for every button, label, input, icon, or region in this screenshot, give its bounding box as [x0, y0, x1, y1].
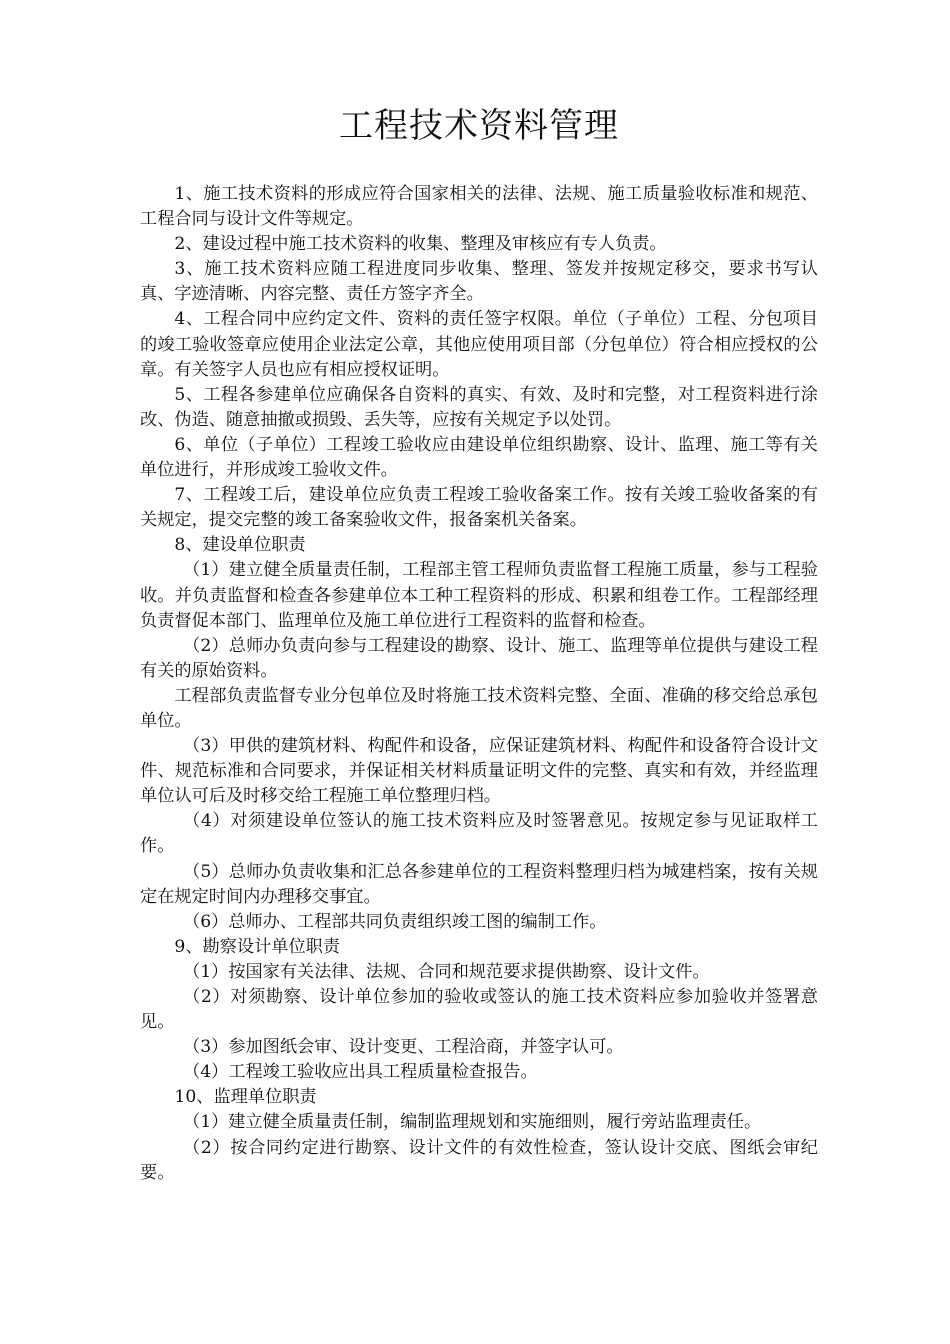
paragraph-2: 2、建设过程中施工技术资料的收集、整理及审核应有专人负责。	[174, 234, 667, 255]
item-8-6: （6）总师办、工程部共同负责组织竣工图的编制工作。	[183, 911, 607, 932]
item-8-5: （5）总师办负责收集和汇总各参建单位的工程资料整理归档为城建档案，按有关规定在规定时间内办理移交事宜。	[140, 861, 818, 907]
item-9-2: （2）对须勘察、设计单位参加的验收或签认的施工技术资料应参加验收并签署意见。	[140, 987, 818, 1033]
section-heading-9: 9、勘察设计单位职责	[174, 936, 341, 957]
item-10-1: （1）建立健全质量责任制，编制监理规划和实施细则，履行旁站监理责任。	[183, 1112, 762, 1133]
paragraph-3: 3、施工技术资料应随工程进度同步收集、整理、签发并按规定移交，要求书写认真、字迹清晰、内容完整、责任方签字齐全。	[140, 259, 818, 305]
paragraph-7: 7、工程竣工后，建设单位应负责工程竣工验收备案工作。按有关竣工验收备案的有关规定，提交完整的竣工备案验收文件，报备案机关备案。	[140, 485, 818, 531]
document-title: 工程技术资料管理	[339, 106, 619, 146]
section-heading-8: 8、建设单位职责	[174, 535, 306, 556]
item-10-2: （2）按合同约定进行勘察、设计文件的有效性检查，签认设计交底、图纸会审纪要。	[140, 1137, 818, 1183]
item-9-3: （3）参加图纸会审、设计变更、工程洽商，并签字认可。	[183, 1037, 624, 1058]
item-9-1: （1）按国家有关法律、法规、合同和规范要求提供勘察、设计文件。	[183, 961, 710, 982]
document-page	[140, 100, 818, 1186]
paragraph-4: 4、工程合同中应约定文件、资料的责任签字权限。单位（子单位）工程、分包项目的竣工验收签章应使用企业法定公章，其他应使用项目部（分包单位）符合相应授权的公章。有关签字人员也应有相应授权证明。	[140, 309, 818, 380]
item-8-3: （3）甲供的建筑材料、构配件和设备，应保证建筑材料、构配件和设备符合设计文件、规范标准和合同要求，并保证相关材料质量证明文件的完整、真实和有效，并经监理单位认可后及时移交给工程施工单位整理归档。	[140, 736, 818, 807]
paragraph-1: 1、施工技术资料的形成应符合国家相关的法律、法规、施工质量验收标准和规范、工程合同与设计文件等规定。	[140, 184, 818, 230]
section-heading-10: 10、监理单位职责	[174, 1087, 317, 1108]
item-8-1: （1）建立健全质量责任制，工程部主管工程师负责监督工程施工质量，参与工程验收。并负责监督和检查各参建单位本工种工程资料的形成、积累和组卷工作。工程部经理负责督促本部门、监理单位及施工单位进行工程资料的监督和检查。	[140, 560, 818, 631]
paragraph-5: 5、工程各参建单位应确保各自资料的真实、有效、及时和完整，对工程资料进行涂改、伪造、随意抽撤或损毁、丢失等，应按有关规定予以处罚。	[140, 384, 818, 430]
item-8-2-note: 工程部负责监督专业分包单位及时将施工技术资料完整、全面、准确的移交给总承包单位。	[140, 685, 818, 731]
item-8-4: （4）对须建设单位签认的施工技术资料应及时签署意见。按规定参与见证取样工作。	[140, 811, 818, 857]
item-8-2: （2）总师办负责向参与工程建设的勘察、设计、施工、监理等单位提供与建设工程有关的原始资料。	[140, 635, 818, 681]
item-9-4: （4）工程竣工验收应出具工程质量检查报告。	[183, 1062, 538, 1083]
paragraph-6: 6、单位（子单位）工程竣工验收应由建设单位组织勘察、设计、监理、施工等有关单位进行，并形成竣工验收文件。	[140, 434, 818, 481]
